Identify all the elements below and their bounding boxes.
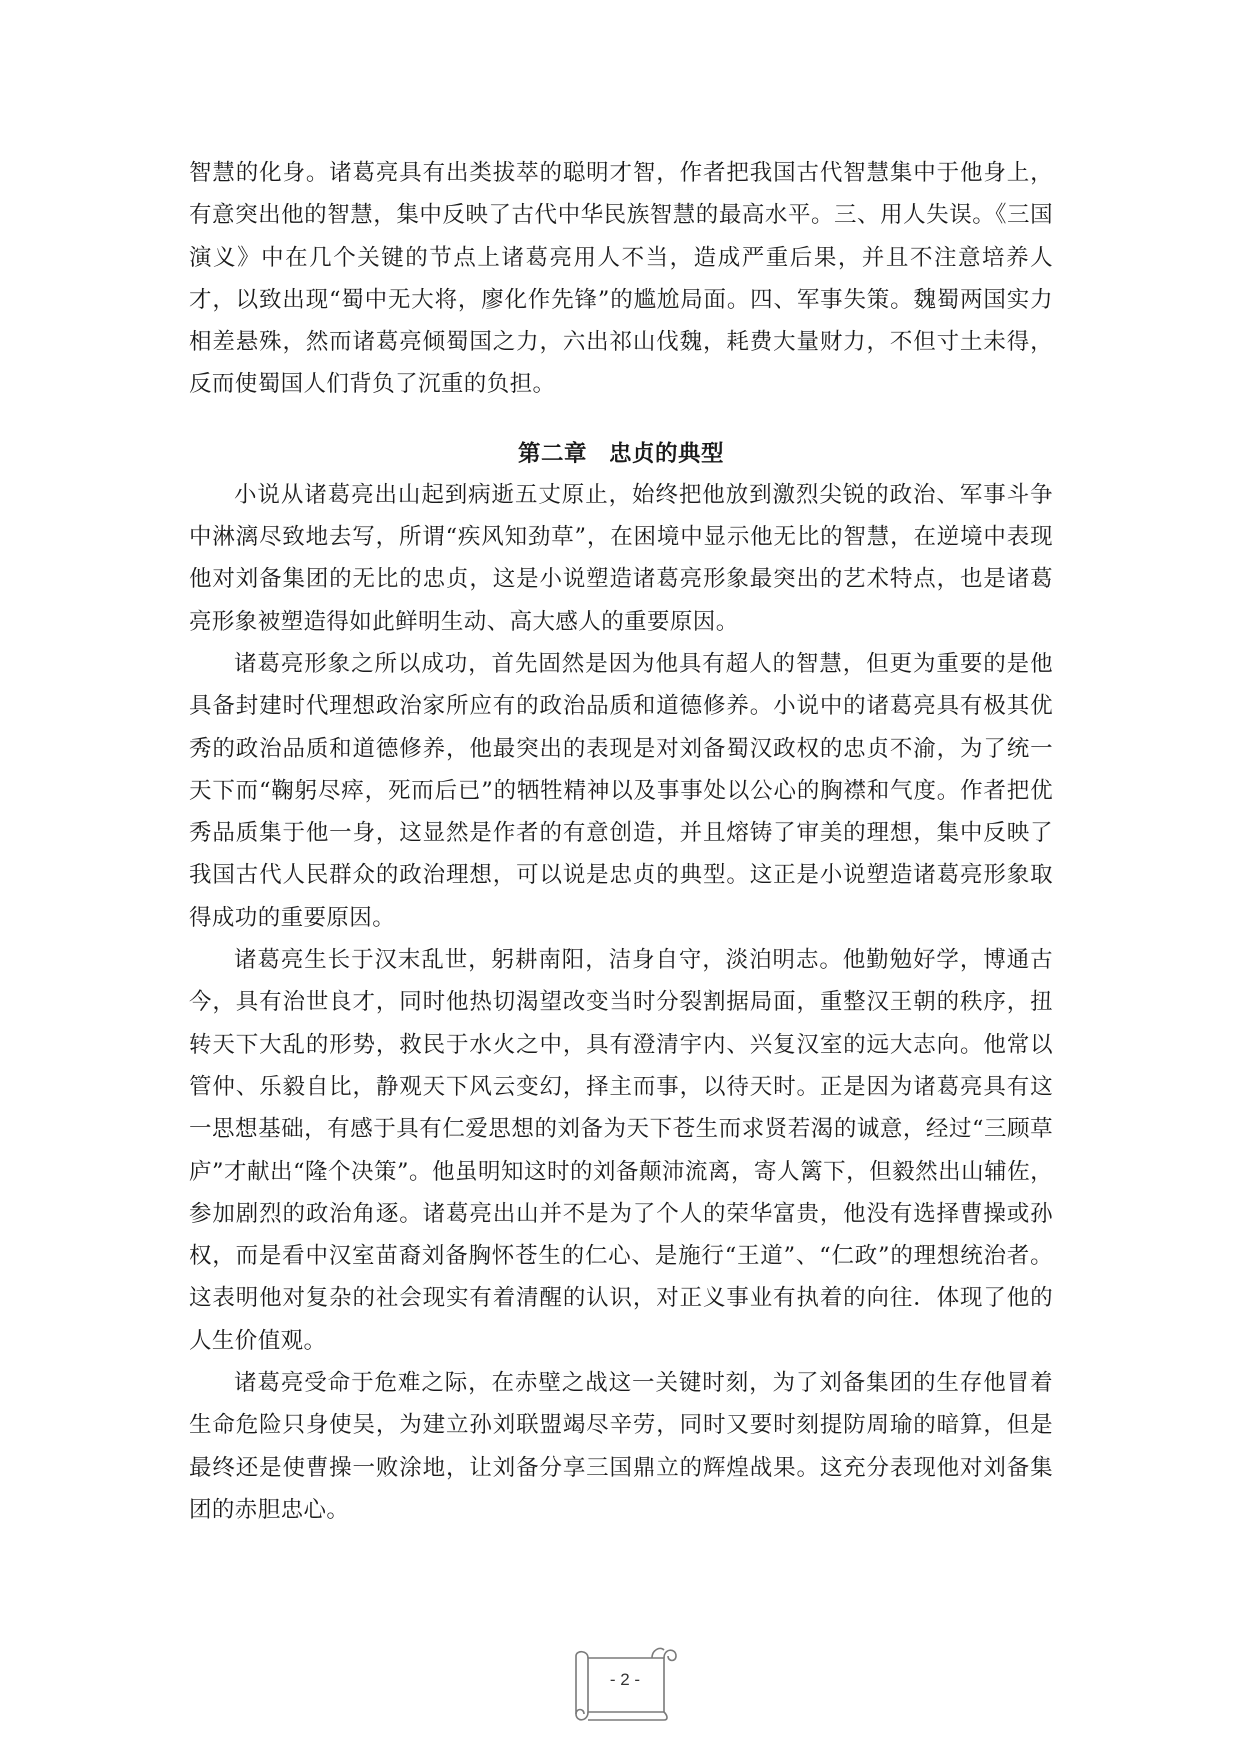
document-body xyxy=(189,152,1053,1531)
chapter-heading xyxy=(189,434,1053,474)
chapter-title: 忠贞的典型 xyxy=(609,440,725,467)
paragraph-4: 诸葛亮受命于危难之际，在赤壁之战这一关键时刻，为了刘备集团的生存他冒着生命危险只身使吴，为建立孙刘联盟竭尽辛劳，同时又要时刻提防周瑜的暗算，但是最终还是使曹操一败涂地，让刘备分享三国鼎立的辉煌战果。这充分表现他对刘备集团的赤胆忠心。 xyxy=(189,1370,1053,1523)
paragraph-1: 小说从诸葛亮出山起到病逝五丈原止，始终把他放到激烈尖锐的政治、军事斗争中淋漓尽致地去写，所谓“疾风知劲草”，在困境中显示他无比的智慧，在逆境中表现他对刘备集团的无比的忠贞，这是小说塑造诸葛亮形象最突出的艺术特点，也是诸葛亮形象被塑造得如此鲜明生动、高大感人的重要原因。 xyxy=(189,481,1053,635)
intro-paragraph: 智慧的化身。诸葛亮具有出类拔萃的聪明才智，作者把我国古代智慧集中于他身上，有意突出他的智慧，集中反映了古代中华民族智慧的最高水平。三、用人失误。《三国演义》中在几个关键的节点上诸葛亮用人不当，造成严重后果，并且不注意培养人才，以致出现“蜀中无大将，廖化作先锋”的尴尬局面。四、军事失策。魏蜀两国实力相差悬殊，然而诸葛亮倾蜀国之力，六出祁山伐魏，耗费大量财力，不但寸土未得，反而使蜀国人们背负了沉重的负担。 xyxy=(189,160,1053,398)
paragraph-2: 诸葛亮形象之所以成功，首先固然是因为他具有超人的智慧，但更为重要的是他具备封建时代理想政治家所应有的政治品质和道德修养。小说中的诸葛亮具有极其优秀的政治品质和道德修养，他最突出的表现是对刘备蜀汉政权的忠贞不渝，为了统一天下而“鞠躬尽瘁，死而后已”的牺牲精神以及事事处以公心的胸襟和气度。作者把优秀品质集于他一身，这显然是作者的有意创造，并且熔铸了审美的理想，集中反映了我国古代人民群众的政治理想，可以说是忠贞的典型。这正是小说塑造诸葛亮形象取得成功的重要原因。 xyxy=(189,650,1053,931)
page-footer xyxy=(568,1636,680,1728)
paragraph-3: 诸葛亮生长于汉末乱世，躬耕南阳，洁身自守，淡泊明志。他勤勉好学，博通古今，具有治世良才，同时他热切渴望改变当时分裂割据局面，重整汉王朝的秩序，扭转天下大乱的形势，救民于水火之中，具有澄清宇内、兴复汉室的远大志向。他常以管仲、乐毅自比，静观天下风云变幻，择主而事，以待天时。正是因为诸葛亮具有这一思想基础，有感于具有仁爱思想的刘备为天下苍生而求贤若渴的诚意，经过“三顾草庐”才献出“隆个决策”。他虽明知这时的刘备颠沛流离，寄人篱下，但毅然出山辅佐，参加剧烈的政治角逐。诸葛亮出山并不是为了个人的荣华富贵，他没有选择曹操或孙权，而是看中汉室苗裔刘备胸怀苍生的仁心、是施行“王道”、“仁政”的理想统治者。这表明他对复杂的社会现实有着清醒的认识，对正义事业有执着的向往．体现了他的人生价值观。 xyxy=(189,947,1053,1354)
page-number: - 2 - xyxy=(609,1670,641,1689)
chapter-number: 第二章 xyxy=(517,440,587,467)
